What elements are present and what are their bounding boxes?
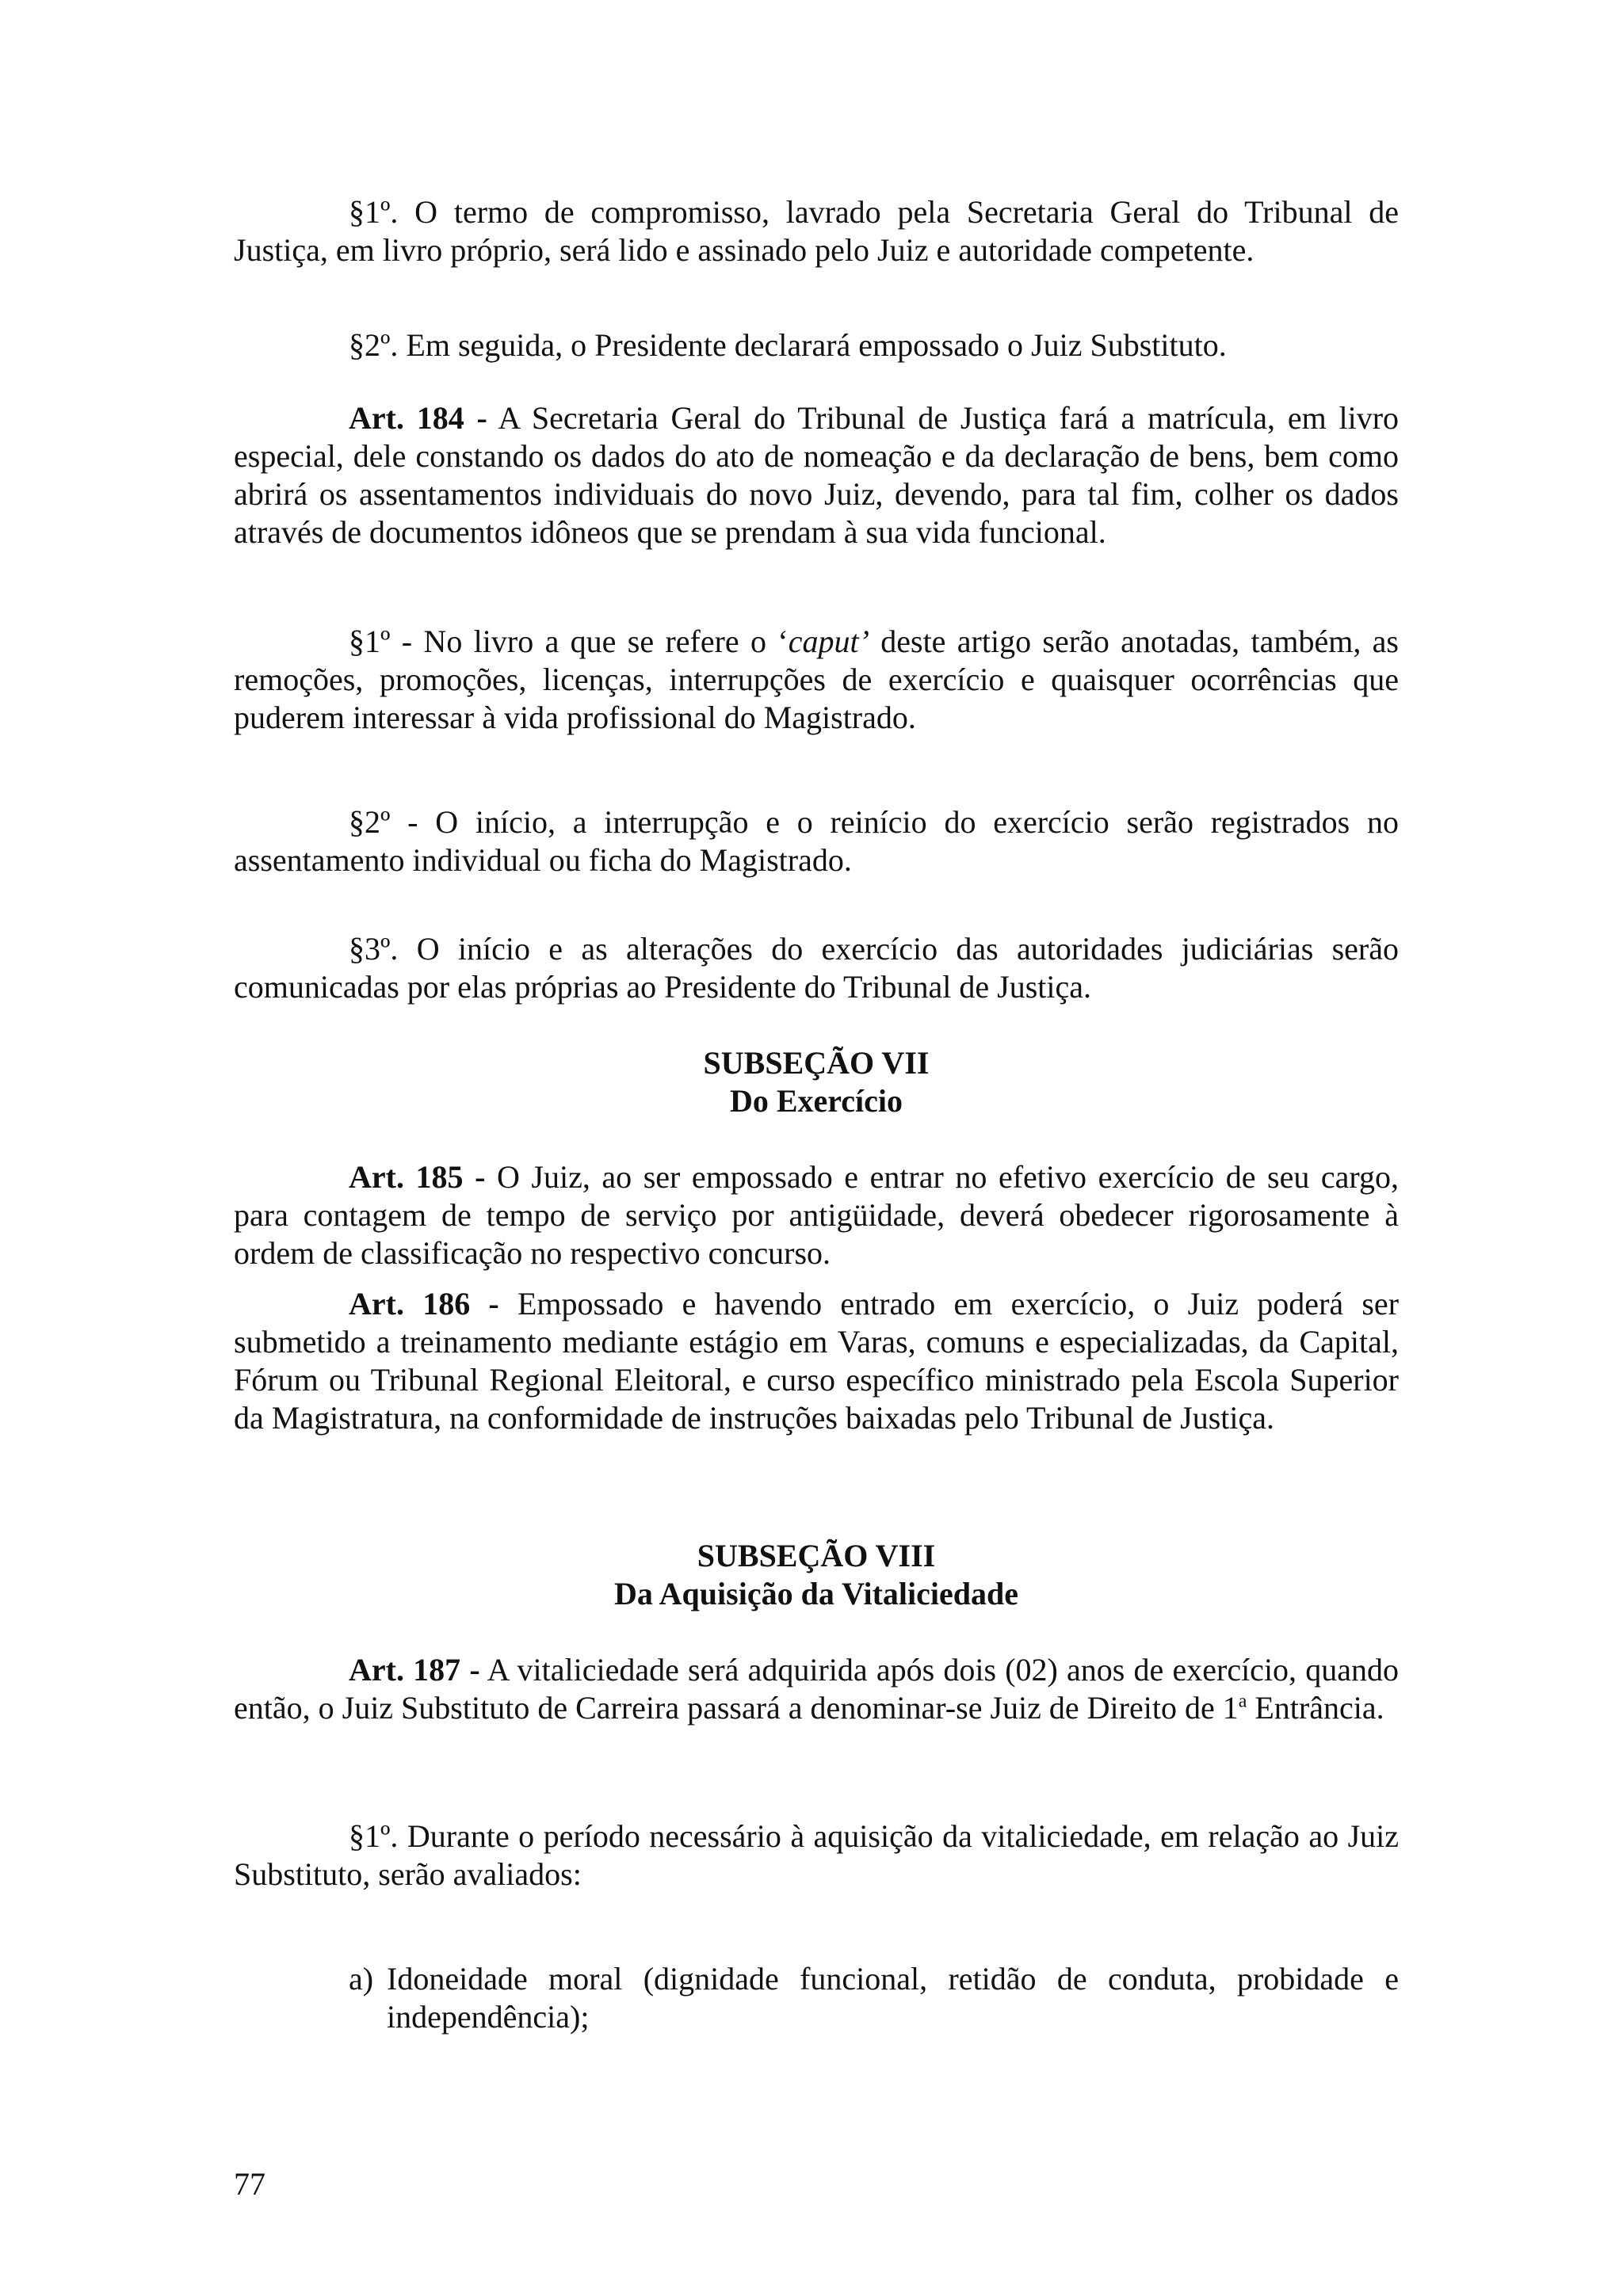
ordinal-superscript: a — [1238, 1691, 1247, 1712]
paragraph-184-2 — [234, 803, 1399, 879]
section-heading-subsecao-vii: SUBSEÇÃO VII — [703, 1045, 930, 1081]
paragraph-text: §2º. Em seguida, o Presidente declarará empossado o Juiz Substituto. — [349, 327, 1227, 363]
list-item-a — [349, 1960, 1399, 2036]
article-text: A Secretaria Geral do Tribunal de Justiça fará a matrícula, em livro especial, dele constando os dados do ato de nomeação e da declaração de bens, bem como abrirá os assentamentos individuais do novo Juiz, devendo, para tal fim, colher os dados através de documentos idôneos que se prendam à sua vida funcional. — [234, 400, 1400, 550]
article-text: O Juiz, ao ser empossado e entrar no efetivo exercício de seu cargo, para contagem de tempo de serviço por antigüidade, deverá obedecer rigorosamente à ordem de classificação no respectivo concurso. — [234, 1159, 1399, 1271]
paragraph-184-3 — [234, 930, 1399, 1006]
section-heading-subsecao-viii: SUBSEÇÃO VIII — [697, 1538, 936, 1573]
page-number: 77 — [234, 2166, 265, 2202]
article-186 — [234, 1285, 1399, 1437]
article-label: Art. 186 - — [349, 1286, 499, 1322]
paragraph-text: §1º. Durante o período necessário à aquisição da vitaliciedade, em relação ao Juiz Substituto, serão avaliados: — [234, 1818, 1399, 1892]
list-item-text: Idoneidade moral (dignidade funcional, retidão de conduta, probidade e independência); — [387, 1961, 1399, 2035]
article-label: Art. 187 - — [349, 1652, 480, 1688]
article-text-end: Entrância. — [1247, 1690, 1384, 1726]
paragraph-text: deste artigo serão anotadas, também, as remoções, promoções, licenças, interrupções de exercício e quaisquer ocorrências que puderem interessar à vida profissional do Magistrado. — [234, 624, 1399, 735]
list-marker: a) — [349, 1961, 374, 1997]
article-label: Art. 184 - — [349, 400, 487, 436]
paragraph-text: §3º. O início e as alterações do exercício das autoridades judiciárias serão comunicadas por elas próprias ao Presidente do Tribunal de Justiça. — [234, 931, 1399, 1005]
paragraph-text: §1º - No livro a que se refere o ‘ — [349, 624, 789, 659]
article-text: A vitaliciedade será adquirida após dois (02) anos de exercício, quando então, o Juiz Substituto de Carreira passará a denominar-se Juiz de Direito de 1 — [234, 1652, 1399, 1726]
section-subheading-vitaliciedade: Da Aquisição da Vitaliciedade — [613, 1576, 1019, 1611]
paragraph-text: §1º. O termo de compromisso, lavrado pela Secretaria Geral do Tribunal de Justiça, em livro próprio, será lido e assinado pelo Juiz e autoridade competente. — [234, 194, 1399, 268]
paragraph-187-1 — [234, 1817, 1399, 1894]
document-page — [234, 0, 1399, 2296]
section-subheading-do-exercicio: Do Exercício — [729, 1083, 903, 1119]
paragraph-text: §2º - O início, a interrupção e o reinício do exercício serão registrados no assentamento individual ou ficha do Magistrado. — [234, 804, 1399, 878]
paragraph-termo-compromisso — [234, 193, 1399, 269]
paragraph-184-1 — [234, 623, 1399, 737]
article-185 — [234, 1158, 1399, 1272]
article-label: Art. 185 - — [349, 1159, 486, 1195]
article-184 — [234, 399, 1399, 551]
paragraph-empossado — [234, 326, 1399, 364]
caput-italic: caput’ — [788, 624, 869, 659]
article-text: Empossado e havendo entrado em exercício, o Juiz poderá ser submetido a treinamento mediante estágio em Varas, comuns e especializadas, da Capital, Fórum ou Tribunal Regional Eleitoral, e curso específico ministrado pela Escola Superior da Magistratura, na conformidade de instruções baixadas pelo Tribunal de Justiça. — [234, 1286, 1400, 1436]
article-187 — [234, 1651, 1399, 1727]
